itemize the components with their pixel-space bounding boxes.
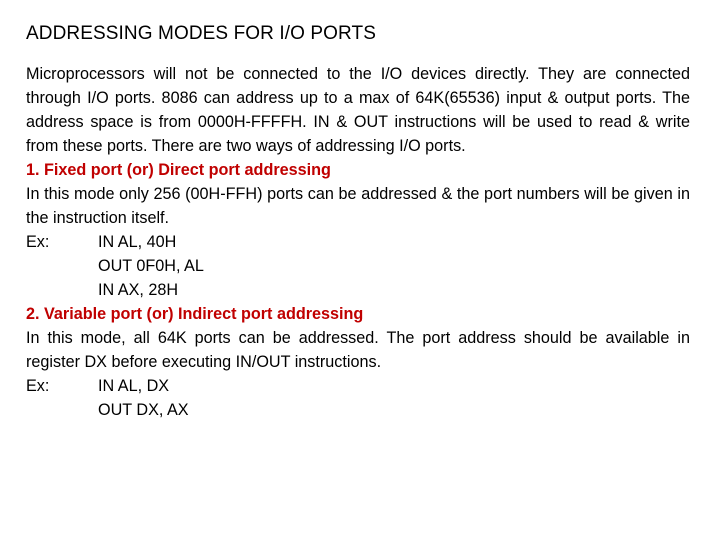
section1-example-3: [26, 278, 690, 302]
slide-content: [26, 20, 690, 422]
section2-heading: 2. Variable port (or) Indirect port addressing: [26, 305, 364, 323]
example-code: IN AL, DX: [98, 377, 170, 395]
example-label: Ex:: [26, 377, 50, 395]
example-label: Ex:: [26, 233, 50, 251]
example-code: IN AX, 28H: [98, 281, 179, 299]
example-code: OUT 0F0H, AL: [98, 257, 204, 275]
page-title: ADDRESSING MODES FOR I/O PORTS: [26, 23, 376, 44]
section1-example-2: [26, 254, 690, 278]
section1-example-1: [26, 230, 690, 254]
example-code: IN AL, 40H: [98, 233, 177, 251]
section2-example-2: [26, 398, 690, 422]
section2-example-1: [26, 374, 690, 398]
section1-body: In this mode only 256 (00H-FFH) ports can be addressed & the port numbers will be given in the instruction itself.: [26, 185, 690, 227]
section2-body: In this mode, all 64K ports can be addressed. The port address should be available in register DX before executing IN/OUT instructions.: [26, 329, 690, 371]
intro-paragraph: Microprocessors will not be connected to the I/O devices directly. They are connected through I/O ports. 8086 can address up to a max of 64K(65536) input & output ports. The address space is from 0000H-FFFFH. IN & OUT instructions will be used to read & write from these ports. There are two ways of addressing I/O ports.: [26, 65, 690, 155]
example-code: OUT DX, AX: [98, 401, 189, 419]
section1-heading: 1. Fixed port (or) Direct port addressing: [26, 161, 331, 179]
